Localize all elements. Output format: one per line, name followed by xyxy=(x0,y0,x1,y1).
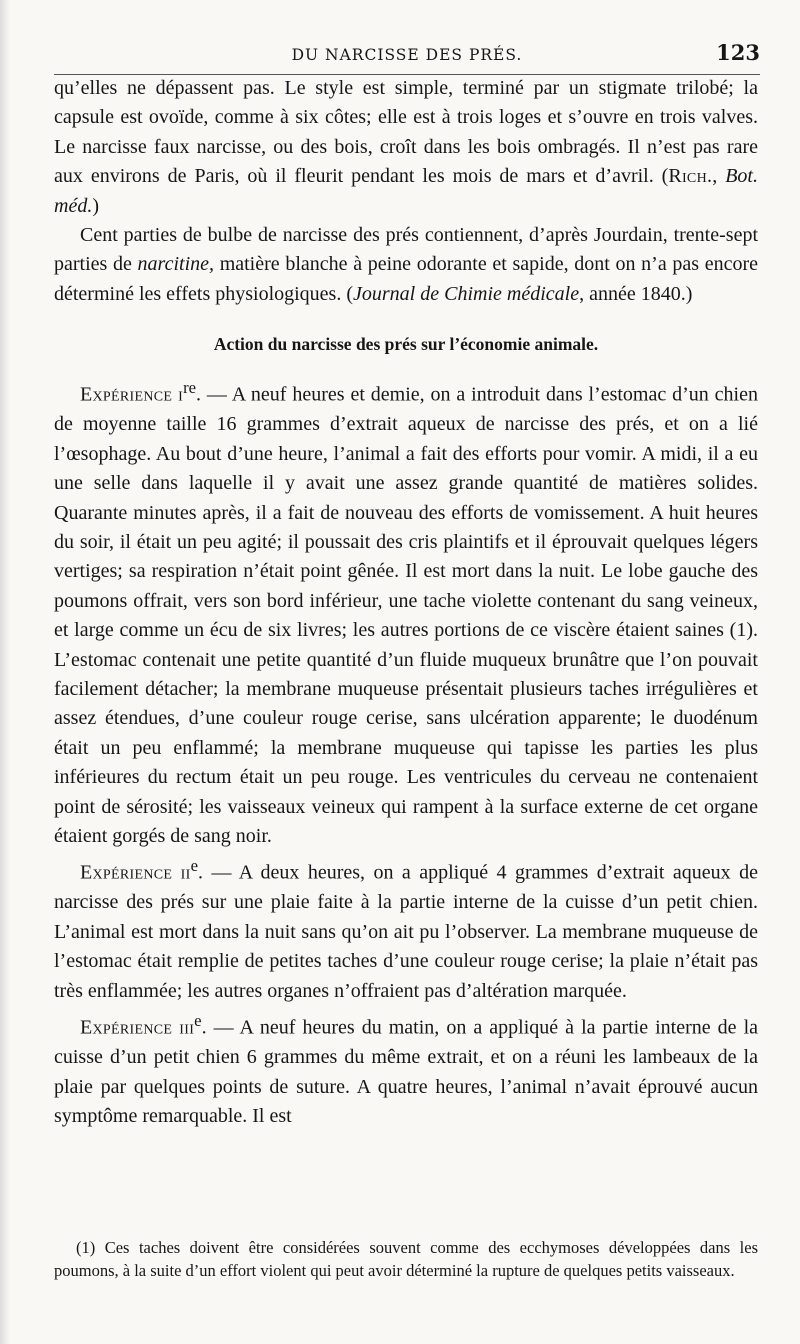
page-number: 123 xyxy=(716,40,760,65)
body-text xyxy=(54,74,758,1131)
reference-work: Bot. méd. xyxy=(54,165,758,217)
paragraph-bulb-composition: Cent parties de bulbe de narcisse des prés contiennent, d’après Jourdain, trente-sept parties de narcitine, matière blanche à peine odorante et sapide, dont on n’a pas encore déterminé les effets physiologiques. (Journal de Chimie médicale, année 1840.) xyxy=(54,224,758,305)
experiment-3: Expérience iii$^e$. — A neuf heures du matin, on a appliqué à la partie interne de la cuisse d’un petit chien 6 grammes du même extrait, et on a réuni les lambeaux de la plaie par quelques points de suture. A quatre heures, l’animal n’avait éprouvé aucun symptôme remarquable. Il est xyxy=(54,1011,759,1127)
experiment-1: Expérience $i^{re}$. — A neuf heures et demie, on a introduit dans l’estomac d’un chien de moyenne taille 16 grammes d’extrait aqueux de narcisse des prés, et on a lié l’œsophage. Au bout d’une heure, l’animal a fait des efforts pour vomir. A midi, il a eu une selle dans laquelle il y avait une assez grande quantité de matières solides. Quarante minutes après, il a fait de nouveau des efforts de vomissement. A huit heures du soir, il était un peu agité; il poussait des cris plaintifs et il éprouvait quelques légers vertiges; sa respiration n’était point gênée. Il est mort dans la nuit. Le lobe gauche des poumons offrait, vers son bord inférieur, une tache violette contenant du sang veineux, et large comme un écu de six livres; les autres portions de ce viscère étaient saines (1). L’estomac contenait une petite quantité d’un fluide muqueux brunâtre que l’on pouvait facilement détacher; la membrane muqueuse présentait plusieurs taches irrégulières et assez étendues, d’une couleur rouge cerise, sans ulcération apparente; le duodénum était un peu enflammé; la membrane muqueuse qui tapisse les parties les plus inférieures du rectum était un peu rouge. Les ventricules du cerveau ne contenaient point de sérosité; les vaisseaux veineux qui rampent à la surface externe de cet organe étaient gorgés de sang noir. xyxy=(54,378,758,847)
footnote-text: (1) Ces taches doivent être considérées souvent comme des ecchymoses développées dans les poumons, à la suite d’un effort violent qui peut avoir déterminé la rupture de quelques petits vaisseaux. xyxy=(54,1238,758,1280)
experiment-label: Expérience xyxy=(80,383,173,406)
footnote xyxy=(54,1236,758,1282)
scan-edge-shadow xyxy=(0,0,10,1344)
experiment-2: Expérience $ii^e$. — A deux heures, on a appliqué 4 grammes d’extrait aqueux de narcisse des prés sur une plaie faite à la partie interne de la cuisse d’un petit chien. L’animal est mort dans la nuit sans qu’on ait pu l’observer. La membrane muqueuse de l’estomac était remplie de petites taches d’une couleur rouge cerise; la plaie n’était pas très enflammée; les autres organes n’offraient pas d’altération marquée. xyxy=(54,856,758,1002)
paragraph-continuation: qu’elles ne dépassent pas. Le style est simple, terminé par un stigmate trilobé; la capsule est ovoïde, comme à six côtes; elle est à trois loges et s’ouvre en trois valves. Le narcisse faux narcisse, ou des bois, croît dans les bois ombragés. Il n’est pas rare aux environs de Paris, où il fleurit pendant les mois de mars et d’avril. (Rich., Bot. méd.) xyxy=(54,77,758,217)
page-header xyxy=(54,38,760,75)
journal-reference: Journal de Chimie médicale xyxy=(353,282,580,305)
experiment-label: Expérience xyxy=(80,1016,173,1039)
reference-author: Rich. xyxy=(668,165,713,188)
experiment-label: Expérience xyxy=(80,862,173,885)
running-title: DU NARCISSE DES PRÉS. xyxy=(291,46,523,64)
section-heading: Action du narcisse des prés sur l’économie animale. xyxy=(213,334,599,355)
